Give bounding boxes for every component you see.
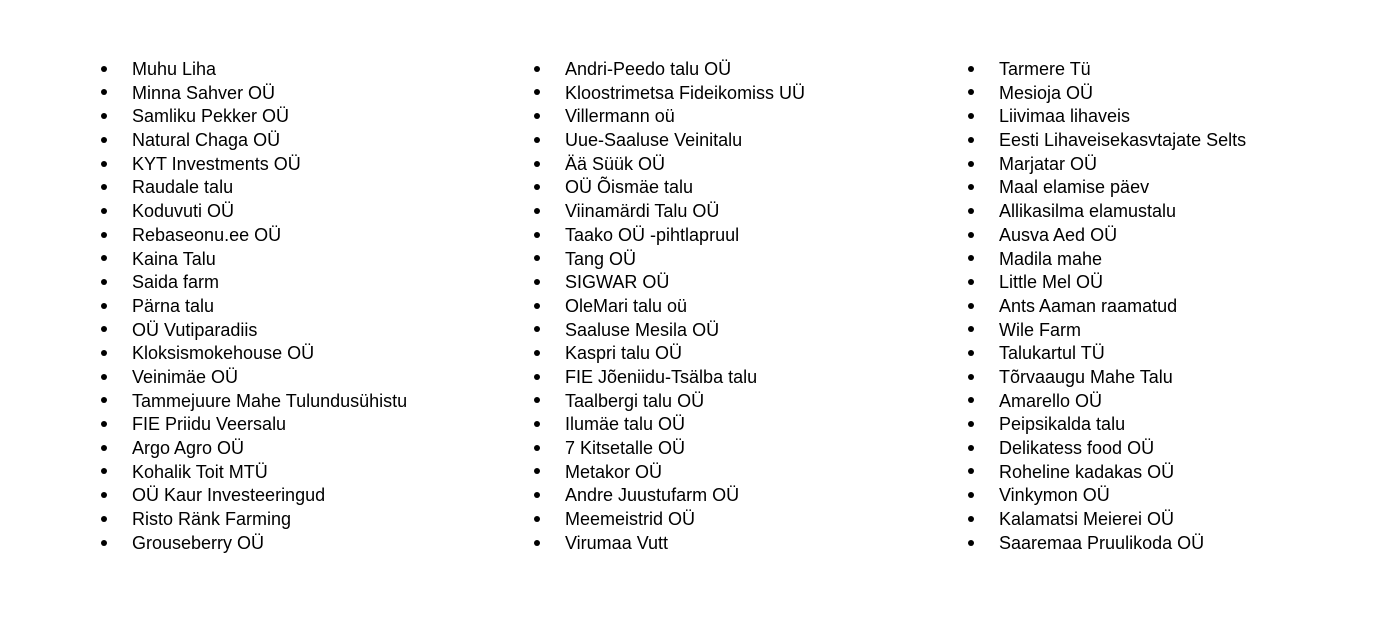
bullet-icon [98, 342, 132, 366]
list-item [531, 484, 805, 508]
bullet-icon [98, 366, 132, 390]
bullet-icon [965, 224, 999, 248]
list-item [965, 271, 1246, 295]
list-item-label: Delikatess food OÜ [999, 438, 1155, 458]
bullet-icon [965, 200, 999, 224]
bullet-icon [98, 437, 132, 461]
list-item [98, 129, 407, 153]
bullet-icon [531, 366, 565, 390]
bullet-icon [531, 484, 565, 508]
bullet-icon [531, 437, 565, 461]
list-item [965, 319, 1246, 343]
list-item-label: Little Mel OÜ [999, 272, 1104, 293]
bullet-icon [98, 319, 132, 343]
list-item-label: Liivimaa lihaveis [999, 106, 1131, 127]
list-item-label: KYT Investments OÜ [132, 153, 301, 174]
list-item-label: OÜ Vutiparadiis [132, 319, 258, 340]
list-item [965, 508, 1246, 532]
list-item [98, 105, 407, 129]
list-item-label: Ants Aaman raamatud [999, 295, 1178, 316]
list-item [965, 224, 1246, 248]
list-item [965, 366, 1246, 390]
bullet-icon [98, 413, 132, 437]
list-item-label: Koduvuti OÜ [132, 201, 235, 222]
list-item [98, 200, 407, 224]
list-item-label: Kloksismokehouse OÜ [132, 343, 315, 364]
list-item-label: Madila mahe [999, 248, 1103, 269]
list-item [98, 437, 407, 461]
list-item-label: Minna Sahver OÜ [132, 82, 276, 103]
bullet-icon [965, 248, 999, 272]
bullet-icon [531, 200, 565, 224]
list-item-label: Saaluse Mesila OÜ [565, 319, 720, 340]
list-item-label: Risto Ränk Farming [132, 509, 292, 530]
bullet-icon [98, 58, 132, 82]
list-item [965, 532, 1246, 556]
bullet-icon [965, 295, 999, 319]
bullet-icon [98, 508, 132, 532]
bullet-icon [98, 532, 132, 556]
list-item [531, 200, 805, 224]
bullet-icon [531, 129, 565, 153]
bullet-icon [531, 271, 565, 295]
bullet-icon [965, 153, 999, 177]
list-item [98, 271, 407, 295]
bullet-icon [98, 153, 132, 177]
list-item [965, 248, 1246, 272]
list-item-label: Tõrvaaugu Mahe Talu [999, 366, 1173, 387]
list-item [98, 461, 407, 485]
list-item-label: Villermann oü [565, 106, 675, 127]
list-item-label: Kloostrimetsa Fideikomiss UÜ [565, 82, 806, 103]
bullet-icon [965, 129, 999, 153]
list-item-label: Veinimäe OÜ [132, 366, 239, 387]
list-item [98, 366, 407, 390]
list-item-label: Ausva Aed OÜ [999, 224, 1118, 245]
list-item [98, 176, 407, 200]
list-item [531, 153, 805, 177]
list-item-label: Allikasilma elamustalu [999, 201, 1177, 222]
producer-list-column-3 [965, 58, 1246, 555]
list-item [531, 413, 805, 437]
list-item [531, 508, 805, 532]
bullet-icon [98, 295, 132, 319]
bullet-icon [965, 105, 999, 129]
list-item-label: Mesioja OÜ [999, 82, 1094, 103]
list-item [531, 319, 805, 343]
list-item-label: Tang OÜ [565, 248, 637, 269]
bullet-icon [531, 248, 565, 272]
bullet-icon [98, 105, 132, 129]
list-item [531, 461, 805, 485]
bullet-icon [531, 295, 565, 319]
bullet-icon [531, 532, 565, 556]
bullet-icon [531, 176, 565, 200]
bullet-icon [98, 176, 132, 200]
bullet-icon [965, 390, 999, 414]
list-item-label: Argo Agro OÜ [132, 438, 245, 458]
bullet-icon [98, 271, 132, 295]
list-item-label: Peipsikalda talu [999, 414, 1126, 435]
bullet-icon [98, 82, 132, 106]
list-item-label: Uue-Saaluse Veinitalu [565, 130, 743, 151]
bullet-icon [98, 390, 132, 414]
list-item-label: Viinamärdi Talu OÜ [565, 201, 720, 222]
list-item [531, 82, 805, 106]
bullet-icon [965, 342, 999, 366]
bullet-icon [531, 508, 565, 532]
list-item [965, 484, 1246, 508]
list-item [965, 413, 1246, 437]
list-item-label: OÜ Kaur Investeeringud [132, 485, 326, 506]
bullet-icon [98, 484, 132, 508]
list-item-label: Muhu Liha [132, 59, 217, 79]
list-item-label: Taako OÜ -pihtlapruul [565, 224, 740, 245]
list-item [965, 342, 1246, 366]
producer-list-column-1 [98, 58, 407, 555]
list-item [531, 224, 805, 248]
list-item-label: Wile Farm [999, 319, 1081, 340]
list-item-label: Marjatar OÜ [999, 153, 1098, 174]
list-item [531, 58, 805, 82]
list-item-label: Ilumäe talu OÜ [565, 414, 686, 435]
list-item [531, 271, 805, 295]
list-item-label: FIE Jõeniidu-Tsälba talu [565, 366, 758, 387]
list-item [98, 484, 407, 508]
list-item-label: Talukartul TÜ [999, 343, 1105, 364]
producer-list-column-2 [531, 58, 805, 555]
bullet-icon [98, 248, 132, 272]
list-item-label: Raudale talu [132, 177, 234, 198]
list-item-label: OÜ Õismäe talu [565, 177, 694, 198]
list-item-label: SIGWAR OÜ [565, 272, 670, 293]
list-item [98, 532, 407, 556]
list-item-label: Kaspri talu OÜ [565, 343, 683, 364]
list-item [531, 105, 805, 129]
list-item [965, 295, 1246, 319]
list-item-label: Ää Süük OÜ [565, 153, 666, 174]
bullet-icon [98, 200, 132, 224]
list-item [98, 153, 407, 177]
list-item-label: Kohalik Toit MTÜ [132, 461, 268, 482]
bullet-icon [965, 271, 999, 295]
list-item [98, 82, 407, 106]
bullet-icon [965, 437, 999, 461]
list-item [531, 390, 805, 414]
list-item [531, 366, 805, 390]
bullet-icon [531, 319, 565, 343]
bullet-icon [965, 413, 999, 437]
list-item [98, 413, 407, 437]
bullet-icon [965, 319, 999, 343]
bullet-icon [98, 461, 132, 485]
list-item [965, 461, 1246, 485]
list-item [98, 342, 407, 366]
bullet-icon [965, 58, 999, 82]
list-item-label: Virumaa Vutt [565, 532, 669, 553]
list-item [531, 437, 805, 461]
list-item-label: Rebaseonu.ee OÜ [132, 224, 282, 245]
list-item [965, 390, 1246, 414]
list-item-label: 7 Kitsetalle OÜ [565, 438, 686, 458]
list-item-label: Kalamatsi Meierei OÜ [999, 509, 1175, 530]
list-item [531, 129, 805, 153]
bullet-icon [531, 153, 565, 177]
list-item [531, 295, 805, 319]
list-item-label: Tammejuure Mahe Tulundusühistu [132, 390, 408, 411]
list-item-label: OleMari talu oü [565, 295, 688, 316]
bullet-icon [531, 105, 565, 129]
list-item-label: Grouseberry OÜ [132, 532, 265, 553]
bullet-icon [965, 461, 999, 485]
list-item-label: Pärna talu [132, 295, 215, 316]
list-item [531, 248, 805, 272]
list-item [98, 248, 407, 272]
bullet-icon [98, 129, 132, 153]
list-item [965, 58, 1246, 82]
list-item-label: Amarello OÜ [999, 390, 1103, 411]
list-item [965, 82, 1246, 106]
bullet-icon [965, 176, 999, 200]
list-item [965, 129, 1246, 153]
list-item [965, 176, 1246, 200]
list-item-label: Andri-Peedo talu OÜ [565, 59, 732, 79]
list-item-label: Eesti Lihaveisekasvtajate Selts [999, 130, 1247, 151]
bullet-icon [965, 366, 999, 390]
list-item [531, 342, 805, 366]
list-item [965, 200, 1246, 224]
list-item-label: Metakor OÜ [565, 461, 663, 482]
bullet-icon [965, 484, 999, 508]
list-item-label: Kaina Talu [132, 248, 216, 269]
list-item [98, 319, 407, 343]
list-item [965, 437, 1246, 461]
list-item [531, 176, 805, 200]
list-item-label: Andre Juustufarm OÜ [565, 485, 740, 506]
bullet-icon [98, 224, 132, 248]
list-item-label: Saaremaa Pruulikoda OÜ [999, 532, 1205, 553]
list-item [531, 532, 805, 556]
list-item-label: Roheline kadakas OÜ [999, 461, 1175, 482]
list-item [965, 105, 1246, 129]
bullet-icon [965, 82, 999, 106]
bullet-icon [531, 224, 565, 248]
list-item-label: Meemeistrid OÜ [565, 509, 696, 530]
list-item-label: FIE Priidu Veersalu [132, 414, 287, 435]
list-item-label: Saida farm [132, 272, 220, 293]
bullet-icon [531, 58, 565, 82]
list-item [98, 295, 407, 319]
bullet-icon [531, 82, 565, 106]
list-item-label: Maal elamise päev [999, 177, 1150, 198]
list-item-label: Taalbergi talu OÜ [565, 390, 705, 411]
bullet-icon [531, 413, 565, 437]
list-item-label: Natural Chaga OÜ [132, 130, 281, 151]
bullet-icon [531, 461, 565, 485]
list-item [98, 508, 407, 532]
bullet-icon [965, 532, 999, 556]
list-item [98, 390, 407, 414]
list-item-label: Samliku Pekker OÜ [132, 106, 290, 127]
list-item-label: Vinkymon OÜ [999, 485, 1110, 506]
bullet-icon [531, 342, 565, 366]
bullet-icon [531, 390, 565, 414]
list-item [98, 58, 407, 82]
list-item [965, 153, 1246, 177]
list-item-label: Tarmere Tü [999, 59, 1091, 79]
list-item [98, 224, 407, 248]
bullet-icon [965, 508, 999, 532]
